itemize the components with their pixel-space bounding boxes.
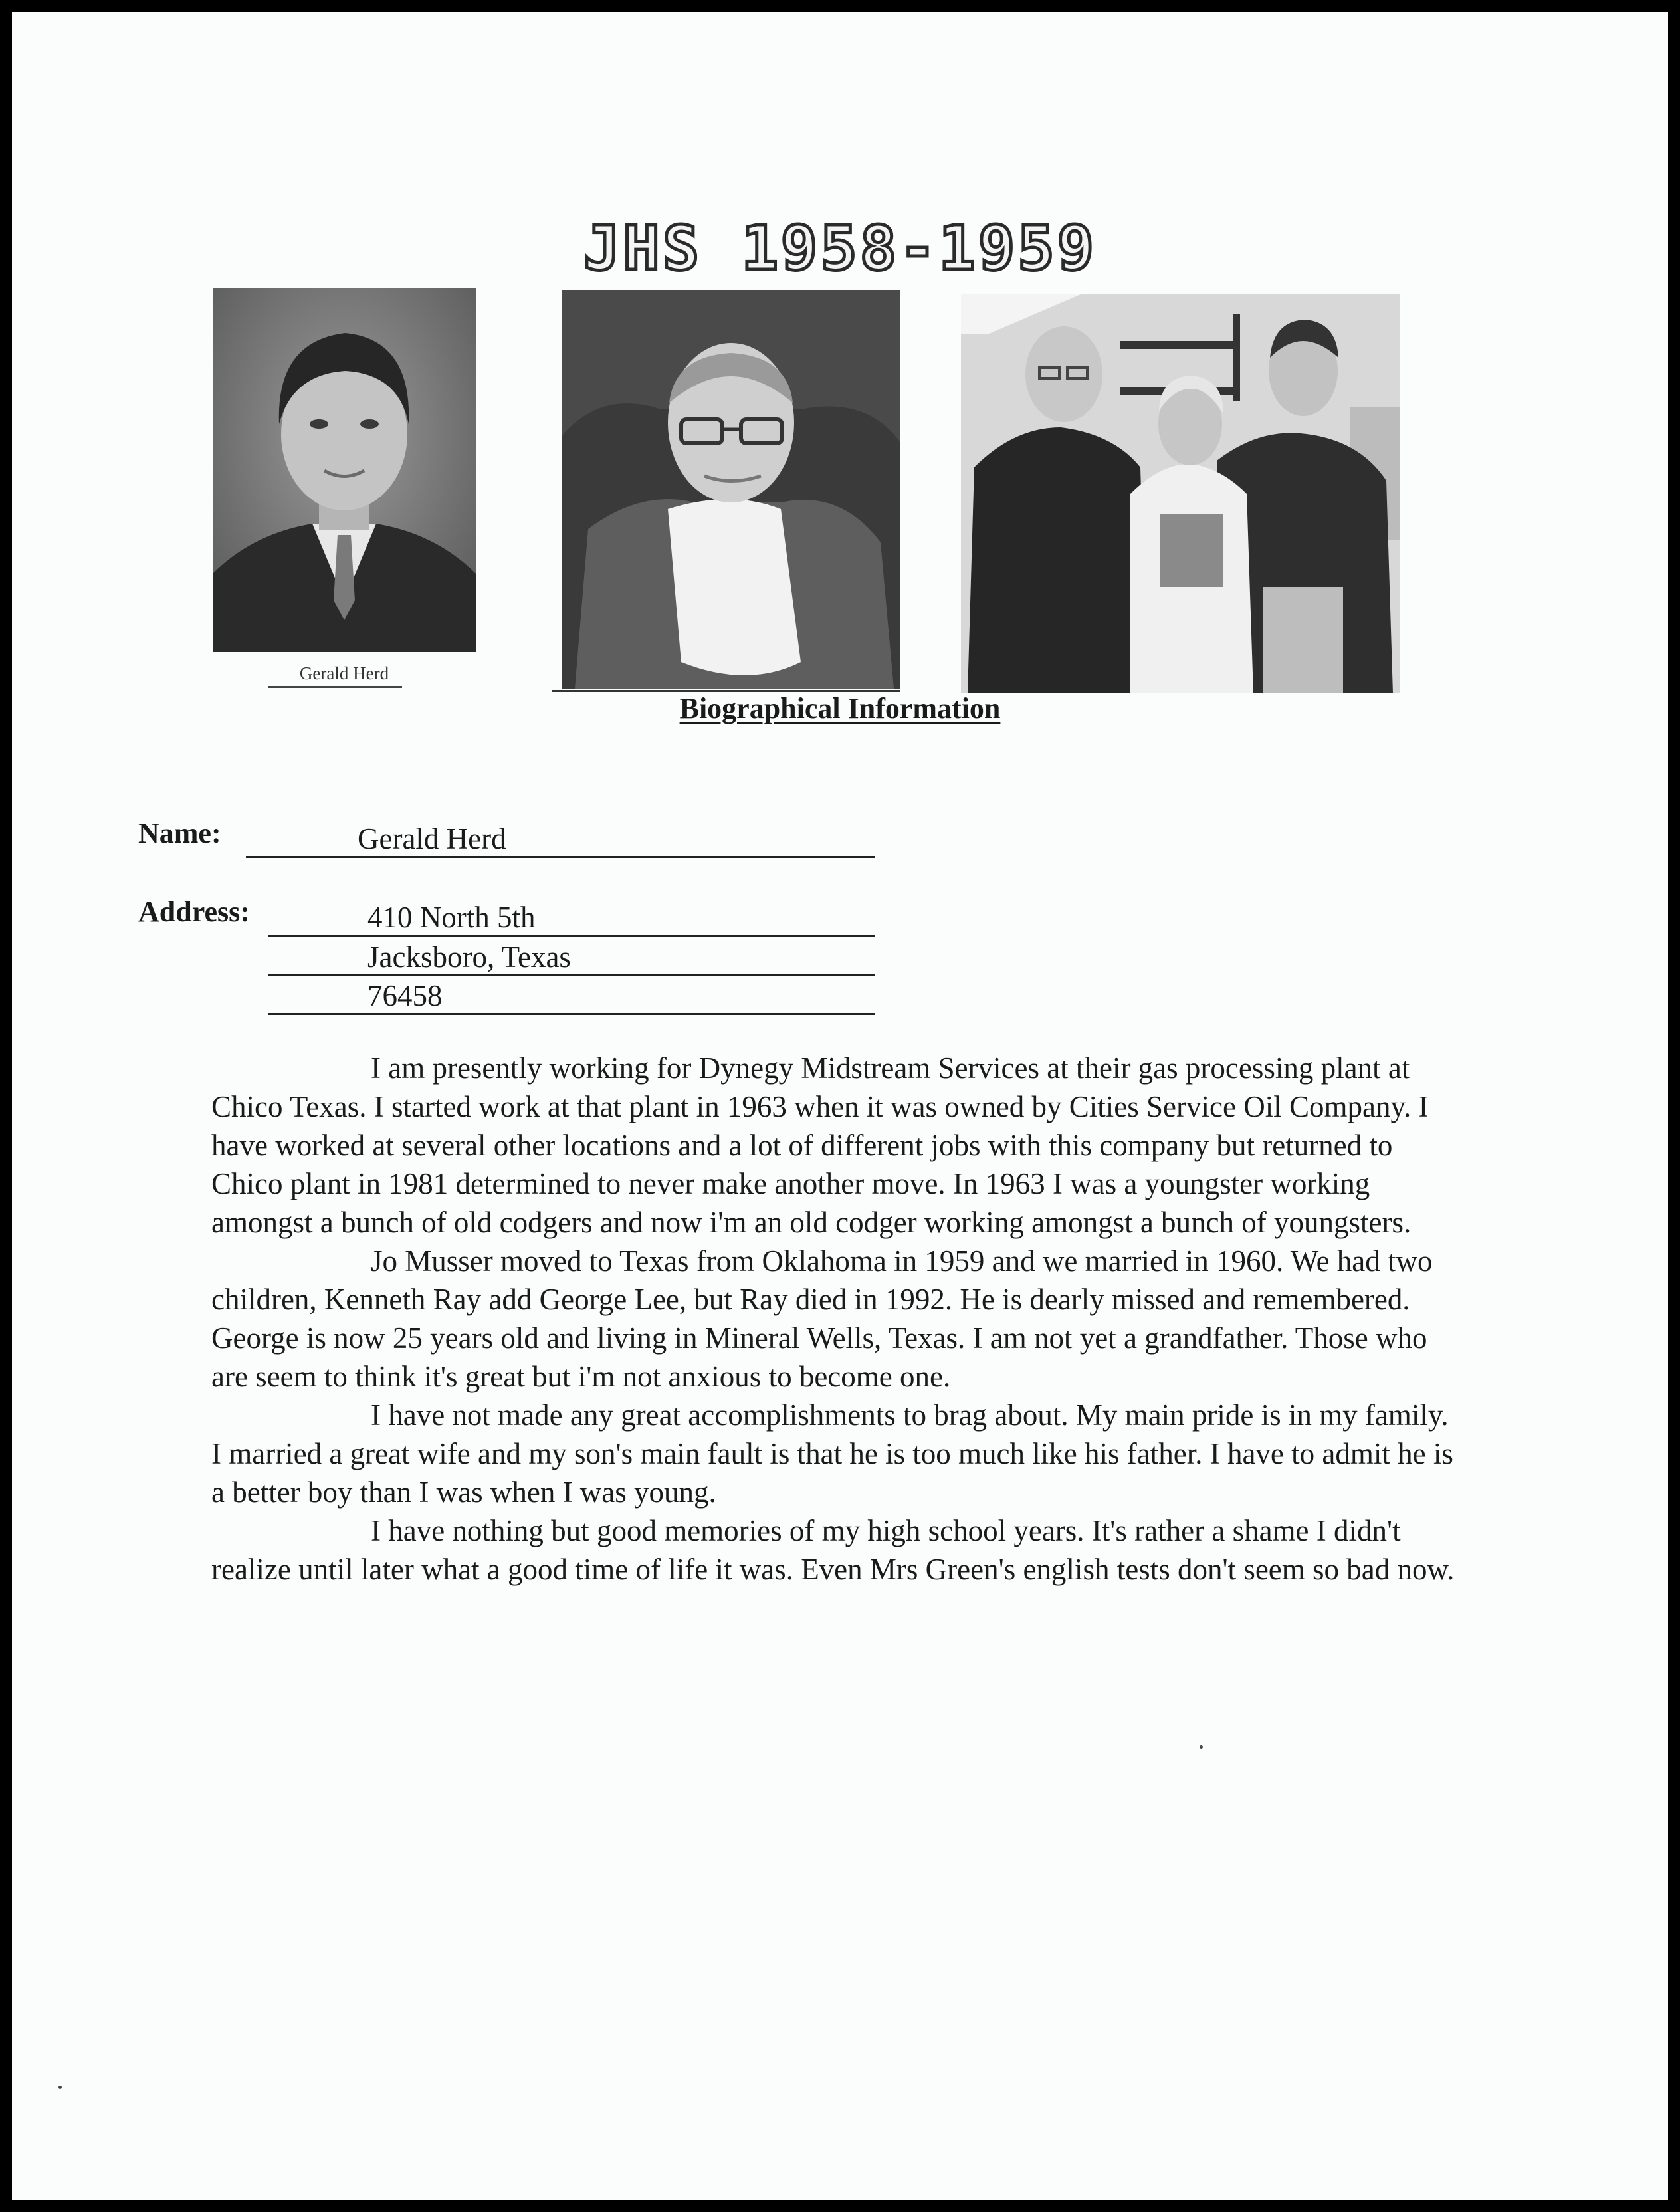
address-label: Address:: [138, 895, 250, 928]
address-line-1-rule: [268, 935, 875, 937]
paper-speck: [1200, 1745, 1203, 1749]
address-line-3-rule: [268, 1013, 875, 1015]
family-group-photo: [961, 294, 1400, 693]
section-heading: Biographical Information: [679, 692, 1001, 724]
yearbook-portrait-photo: [213, 288, 476, 652]
caption-underline: [268, 686, 402, 688]
page-title: JHS 1958-1959: [583, 213, 1097, 284]
document-page: [12, 12, 1668, 2200]
recent-portrait-photo: [562, 290, 900, 689]
biography-text: [211, 1049, 1461, 1589]
address-line-2: Jacksboro, Texas: [368, 940, 571, 974]
bio-paragraph: I am presently working for Dynegy Midstream Services at their gas processing plant at Chico Texas. I started work at that plant in 1963 when it was owned by Cities Service Oil Company. I have worked at several other locations and a lot of different jobs with this company but returned to Chico plant in 1981 determined to never make another move. In 1963 I was a youngster working amongst a bunch of old codgers and now i'm an old codger working amongst a bunch of youngsters.: [211, 1051, 1429, 1239]
portrait-caption: Gerald Herd: [299, 663, 389, 683]
address-line-2-rule: [268, 974, 875, 976]
bio-paragraph: I have not made any great accomplishments to brag about. My main pride is in my family. I married a great wife and my son's main fault is that he is too much like his father. I have to admit he is a better boy than I was when I was young.: [211, 1398, 1453, 1509]
address-line-3: 76458: [368, 979, 443, 1012]
name-value: Gerald Herd: [358, 822, 506, 855]
name-field-line: [246, 856, 875, 858]
paper-speck: [58, 2086, 62, 2089]
address-line-1: 410 North 5th: [368, 901, 536, 934]
name-label: Name:: [138, 817, 221, 849]
bio-paragraph: I have nothing but good memories of my high school years. It's rather a shame I didn't realize until later what a good time of life it was. Even Mrs Green's english tests don't seem so bad now.: [211, 1514, 1455, 1586]
bio-paragraph: Jo Musser moved to Texas from Oklahoma in 1959 and we married in 1960. We had two children, Kenneth Ray add George Lee, but Ray died in 1992. He is dearly missed and remembered. George is now 25 years old and living in Mineral Wells, Texas. I am not yet a grandfather. Those who are seem to think it's great but i'm not anxious to become one.: [211, 1244, 1433, 1393]
